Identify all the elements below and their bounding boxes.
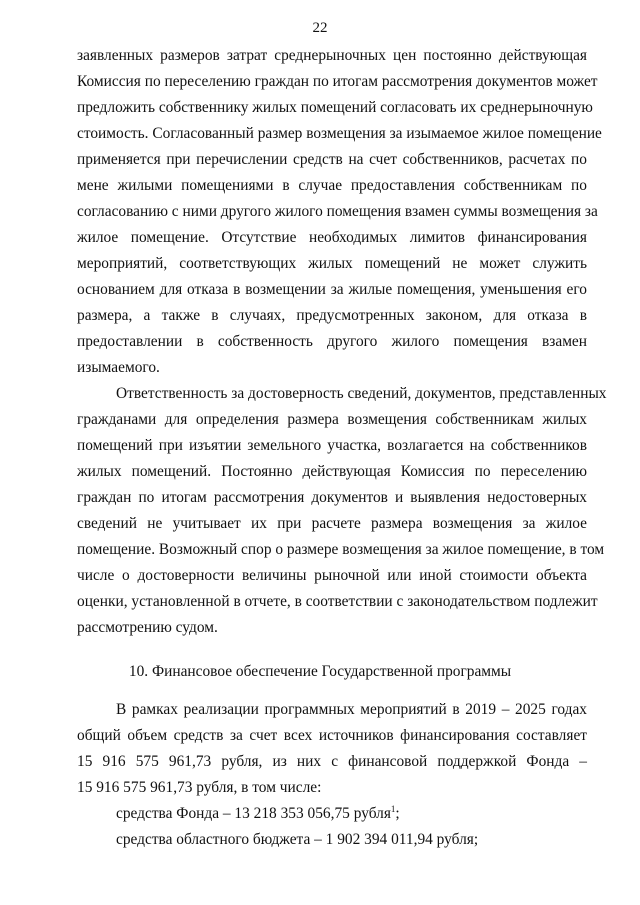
list-item: средства областного бюджета – 1 902 394 011,94 рубля; — [116, 831, 479, 848]
paragraph-line: 15 916 575 961,73 рубля, из них с финансовой поддержкой Фонда – — [77, 753, 587, 770]
paragraph-line: основанием для отказа в возмещении за жилые помещения, уменьшения его — [77, 281, 587, 298]
paragraph-line: жилое помещение. Отсутствие необходимых лимитов финансирования — [77, 229, 587, 246]
paragraph-line: согласованию с ними другого жилого помещения взамен суммы возмещения за — [77, 203, 598, 220]
page-number: 22 — [312, 20, 328, 36]
paragraph-line: мероприятий, соответствующих жилых помещений не может служить — [77, 255, 587, 272]
paragraph-line: помещений при изъятии земельного участка, возлагается на собственников — [77, 437, 587, 454]
paragraph-line: граждан по итогам рассмотрения документов и выявления недостоверных — [77, 489, 587, 506]
paragraph-line: помещение. Возможный спор о размере возмещения за жилое помещение, в том — [77, 541, 605, 558]
list-item-text: средства Фонда – 13 218 353 056,75 рубля — [116, 805, 391, 822]
paragraph-line: изымаемого. — [77, 359, 160, 376]
paragraph-line: Ответственность за достоверность сведений, документов, представленных — [116, 385, 607, 402]
paragraph-line: мене жилыми помещениями в случае предоставления собственникам по — [77, 177, 587, 194]
paragraph-line: рассмотрению судом. — [77, 619, 218, 636]
paragraph-line: стоимость. Согласованный размер возмещения за изымаемое жилое помещение — [77, 125, 602, 142]
paragraph-line: жилых помещений. Постоянно действующая Комиссия по переселению — [77, 463, 587, 480]
paragraph-line: применяется при перечислении средств на счет собственников, расчетах по — [77, 151, 587, 168]
list-item — [116, 804, 587, 824]
paragraph-line: оценки, установленной в отчете, в соответствии с законодательством подлежит — [77, 593, 598, 610]
paragraph-line: 15 916 575 961,73 рубля, в том числе: — [77, 779, 322, 796]
paragraph-line: предоставлении в собственность другого жилого помещения взамен — [77, 333, 587, 350]
footnote-marker: 1 — [390, 803, 396, 814]
paragraph-line: сведений не учитывает их при расчете размера возмещения за жилое — [77, 515, 587, 532]
paragraph-line: размера, а также в случаях, предусмотренных законом, для отказа в — [77, 307, 587, 324]
paragraph-line: предложить собственнику жилых помещений согласовать их среднерыночную — [77, 99, 593, 116]
list-item-punctuation: ; — [395, 805, 400, 822]
paragraph-line: гражданами для определения размера возмещения собственникам жилых — [77, 411, 587, 428]
section-heading: 10. Финансовое обеспечение Государственной программы — [128, 663, 512, 680]
paragraph-line: Комиссия по переселению граждан по итогам рассмотрения документов может — [77, 73, 598, 90]
paragraph-line: числе о достоверности величины рыночной или иной стоимости объекта — [77, 567, 587, 584]
paragraph-line: В рамках реализации программных мероприятий в 2019 – 2025 годах — [116, 701, 587, 718]
paragraph-line: общий объем средств за счет всех источников финансирования составляет — [77, 727, 587, 744]
paragraph-line: заявленных размеров затрат среднерыночных цен постоянно действующая — [77, 47, 587, 64]
